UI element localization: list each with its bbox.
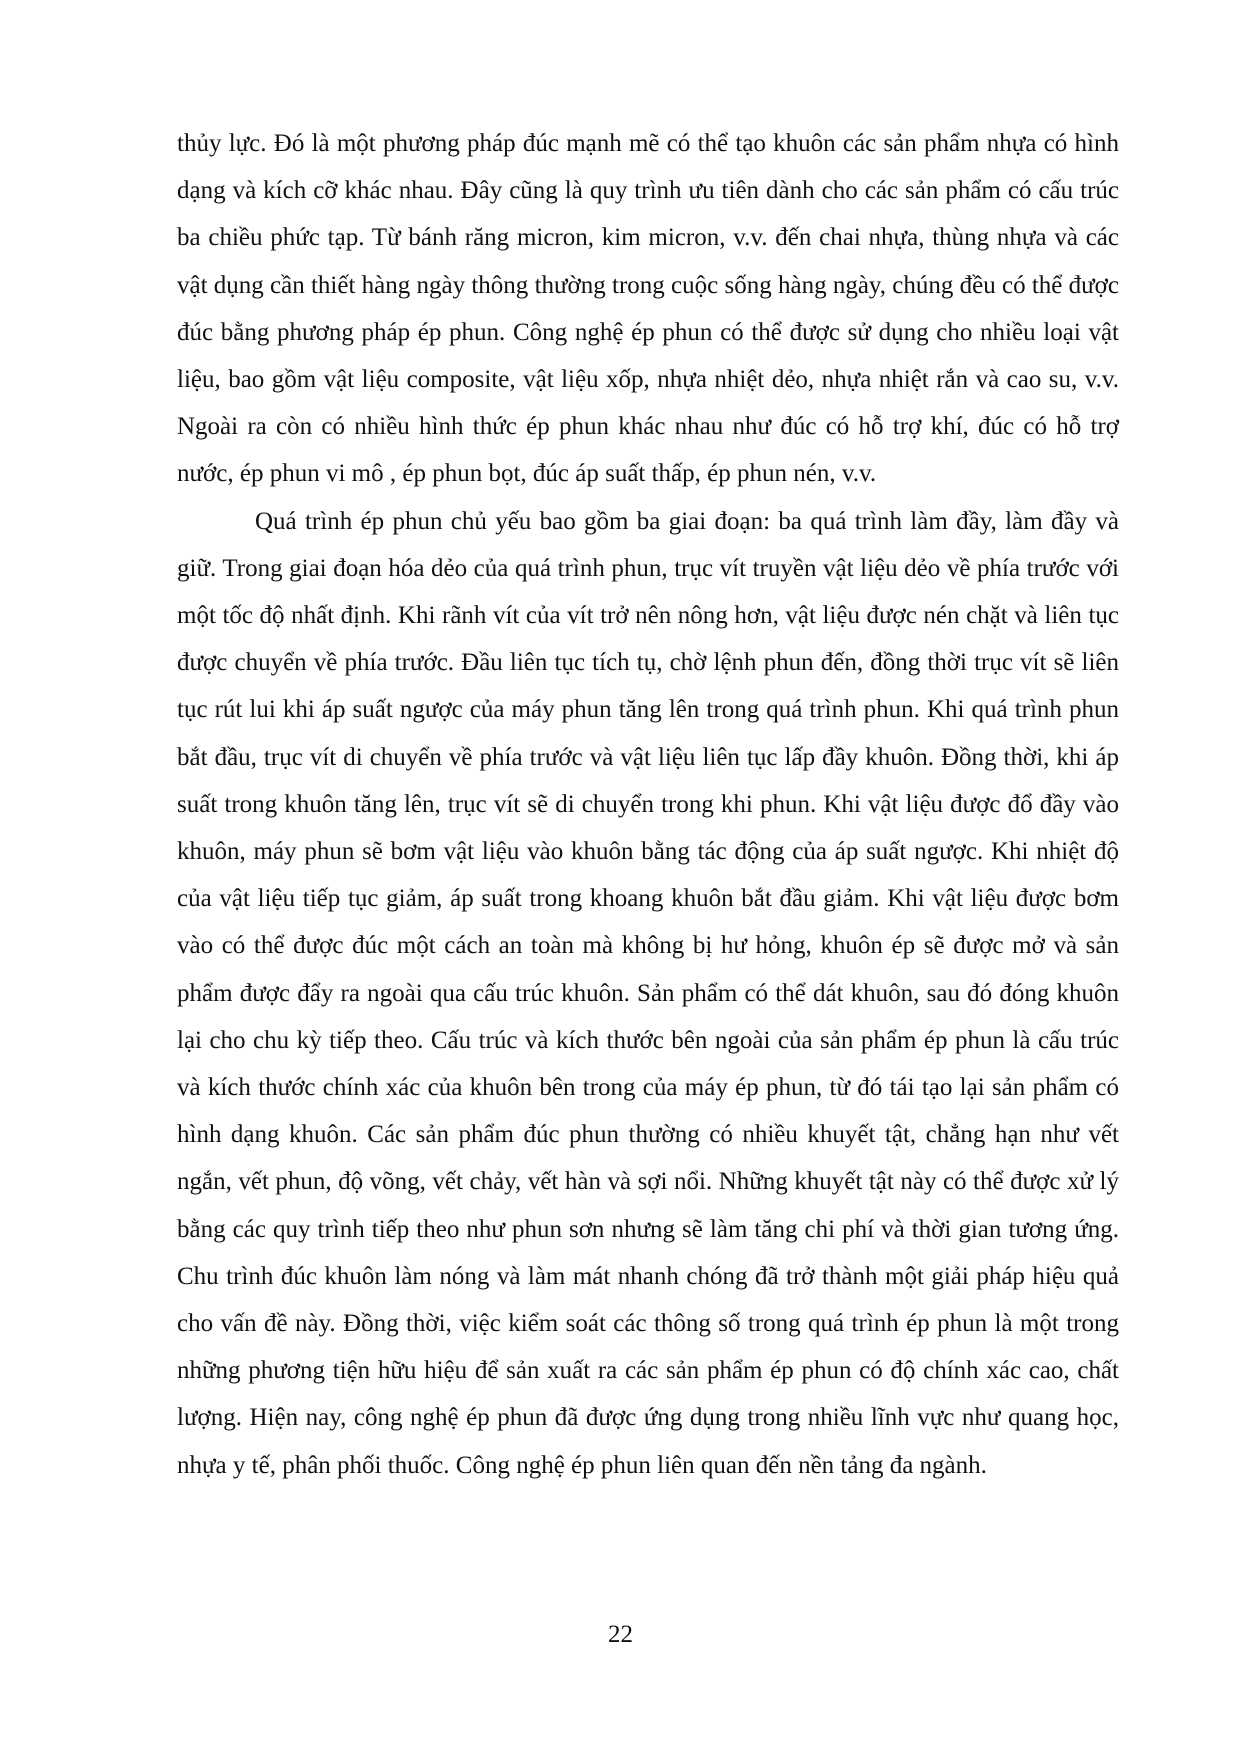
body-text [177,120,1119,1489]
paragraph-2: Quá trình ép phun chủ yếu bao gồm ba giai đoạn: ba quá trình làm đầy, làm đầy và giữ. Trong giai đoạn hóa dẻo của quá trình phun, trục vít truyền vật liệu dẻo về phía trước với một tốc độ nhất định. Khi rãnh vít của vít trở nên nông hơn, vật liệu được nén chặt và liên tục được chuyển về phía trước. Đầu liên tục tích tụ, chờ lệnh phun đến, đồng thời trục vít sẽ liên tục rút lui khi áp suất ngược của máy phun tăng lên trong quá trình phun. Khi quá trình phun bắt đầu, trục vít di chuyển về phía trước và vật liệu liên tục lấp đầy khuôn. Đồng thời, khi áp suất trong khuôn tăng lên, trục vít sẽ di chuyển trong khi phun. Khi vật liệu được đổ đầy vào khuôn, máy phun sẽ bơm vật liệu vào khuôn bằng tác động của áp suất ngược. Khi nhiệt độ của vật liệu tiếp tục giảm, áp suất trong khoang khuôn bắt đầu giảm. Khi vật liệu được bơm vào có thể được đúc một cách an toàn mà không bị hư hỏng, khuôn ép sẽ được mở và sản phẩm được đẩy ra ngoài qua cấu trúc khuôn. Sản phẩm có thể dát khuôn, sau đó đóng khuôn lại cho chu kỳ tiếp theo. Cấu trúc và kích thước bên ngoài của sản phẩm ép phun là cấu trúc và kích thước chính xác của khuôn bên trong của máy ép phun, từ đó tái tạo lại sản phẩm có hình dạng khuôn. Các sản phẩm đúc phun thường có nhiều khuyết tật, chẳng hạn như vết ngắn, vết phun, độ võng, vết chảy, vết hàn và sợi nổi. Những khuyết tật này có thể được xử lý bằng các quy trình tiếp theo như phun sơn nhưng sẽ làm tăng chi phí và thời gian tương ứng. Chu trình đúc khuôn làm nóng và làm mát nhanh chóng đã trở thành một giải pháp hiệu quả cho vấn đề này. Đồng thời, việc kiểm soát các thông số trong quá trình ép phun là một trong những phương tiện hữu hiệu để sản xuất ra các sản phẩm ép phun có độ chính xác cao, chất lượng. Hiện nay, công nghệ ép phun đã được ứng dụng trong nhiều lĩnh vực như quang học, nhựa y tế, phân phối thuốc. Công nghệ ép phun liên quan đến nền tảng đa ngành. [177,507,1119,1479]
page-number: 22 [608,1621,633,1648]
paragraph-1: thủy lực. Đó là một phương pháp đúc mạnh mẽ có thể tạo khuôn các sản phẩm nhựa có hình dạng và kích cỡ khác nhau. Đây cũng là quy trình ưu tiên dành cho các sản phẩm có cấu trúc ba chiều phức tạp. Từ bánh răng micron, kim micron, v.v. đến chai nhựa, thùng nhựa và các vật dụng cần thiết hàng ngày thông thường trong cuộc sống hàng ngày, chúng đều có thể được đúc bằng phương pháp ép phun. Công nghệ ép phun có thể được sử dụng cho nhiều loại vật liệu, bao gồm vật liệu composite, vật liệu xốp, nhựa nhiệt dẻo, nhựa nhiệt rắn và cao su, v.v. Ngoài ra còn có nhiều hình thức ép phun khác nhau như đúc có hỗ trợ khí, đúc có hỗ trợ nước, ép phun vi mô , ép phun bọt, đúc áp suất thấp, ép phun nén, v.v. [177,130,1119,488]
